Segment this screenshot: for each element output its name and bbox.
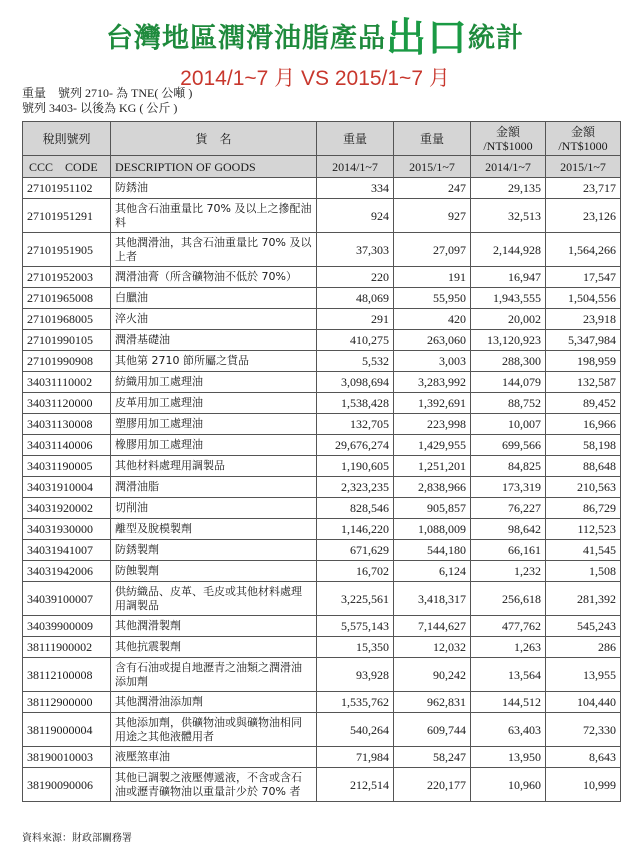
cell-w2015: 3,283,992 — [394, 372, 471, 393]
table-row — [23, 233, 621, 267]
cell-w2014: 410,275 — [317, 330, 394, 351]
cell-v2014: 13,564 — [471, 658, 546, 692]
cell-w2015: 12,032 — [394, 637, 471, 658]
cell-w2014: 3,225,561 — [317, 582, 394, 616]
cell-desc: 橡膠用加工處理油 — [111, 435, 317, 456]
cell-w2015: 962,831 — [394, 692, 471, 713]
subheader-value-2014: 2014/1~7 — [471, 156, 546, 178]
cell-w2015: 3,418,317 — [394, 582, 471, 616]
cell-v2014: 256,618 — [471, 582, 546, 616]
cell-v2014: 699,566 — [471, 435, 546, 456]
table-row — [23, 692, 621, 713]
cell-desc: 其他第 2710 節所屬之貨品 — [111, 351, 317, 372]
cell-v2015: 286 — [546, 637, 621, 658]
table-row — [23, 267, 621, 288]
table-row — [23, 414, 621, 435]
cell-code: 27101965008 — [23, 288, 111, 309]
cell-v2015: 23,717 — [546, 178, 621, 199]
cell-desc: 其他抗震製劑 — [111, 637, 317, 658]
cell-desc: 白臘油 — [111, 288, 317, 309]
cell-desc: 其他潤滑製劑 — [111, 616, 317, 637]
cell-code: 38111900002 — [23, 637, 111, 658]
cell-v2014: 63,403 — [471, 713, 546, 747]
cell-v2015: 1,508 — [546, 561, 621, 582]
cell-desc: 其他已調製之液壓傳遞液，不含或含石油或瀝青礦物油以重量計少於 70% 者 — [111, 768, 317, 802]
cell-v2015: 5,347,984 — [546, 330, 621, 351]
cell-v2014: 1,943,555 — [471, 288, 546, 309]
table-row — [23, 582, 621, 616]
cell-v2014: 76,227 — [471, 498, 546, 519]
cell-code: 34031910004 — [23, 477, 111, 498]
cell-w2014: 828,546 — [317, 498, 394, 519]
cell-desc: 紡織用加工處理油 — [111, 372, 317, 393]
cell-w2015: 1,251,201 — [394, 456, 471, 477]
cell-v2015: 8,643 — [546, 747, 621, 768]
table-row — [23, 309, 621, 330]
cell-w2015: 1,429,955 — [394, 435, 471, 456]
cell-w2015: 609,744 — [394, 713, 471, 747]
cell-v2015: 1,504,556 — [546, 288, 621, 309]
cell-v2015: 210,563 — [546, 477, 621, 498]
cell-v2014: 144,079 — [471, 372, 546, 393]
cell-code: 38190010003 — [23, 747, 111, 768]
cell-code: 27101990105 — [23, 330, 111, 351]
cell-w2015: 223,998 — [394, 414, 471, 435]
cell-v2014: 16,947 — [471, 267, 546, 288]
cell-v2014: 2,144,928 — [471, 233, 546, 267]
cell-code: 38112900000 — [23, 692, 111, 713]
cell-w2014: 334 — [317, 178, 394, 199]
cell-v2015: 13,955 — [546, 658, 621, 692]
cell-desc: 其他潤滑油添加劑 — [111, 692, 317, 713]
cell-code: 34039100007 — [23, 582, 111, 616]
cell-code: 27101968005 — [23, 309, 111, 330]
cell-desc: 其他潤滑油，其含石油重量比 70% 及以上者 — [111, 233, 317, 267]
table-row — [23, 288, 621, 309]
cell-code: 34031140006 — [23, 435, 111, 456]
cell-code: 27101951102 — [23, 178, 111, 199]
cell-desc: 其他添加劑，供礦物油或與礦物油相同用途之其他液體用者 — [111, 713, 317, 747]
cell-v2015: 10,999 — [546, 768, 621, 802]
cell-w2014: 1,146,220 — [317, 519, 394, 540]
cell-code: 34031190005 — [23, 456, 111, 477]
cell-v2014: 32,513 — [471, 199, 546, 233]
cell-v2014: 29,135 — [471, 178, 546, 199]
table-row — [23, 351, 621, 372]
table-row — [23, 435, 621, 456]
cell-w2015: 6,124 — [394, 561, 471, 582]
cell-v2014: 1,263 — [471, 637, 546, 658]
cell-v2014: 477,762 — [471, 616, 546, 637]
cell-v2015: 545,243 — [546, 616, 621, 637]
cell-code: 34031110002 — [23, 372, 111, 393]
table-row — [23, 747, 621, 768]
subheader-value-2015: 2015/1~7 — [546, 156, 621, 178]
cell-code: 34031930000 — [23, 519, 111, 540]
table-row — [23, 477, 621, 498]
cell-w2015: 191 — [394, 267, 471, 288]
cell-w2014: 671,629 — [317, 540, 394, 561]
title-part1: 台灣地區潤滑油脂產品 — [106, 23, 386, 54]
cell-v2014: 144,512 — [471, 692, 546, 713]
cell-w2014: 1,190,605 — [317, 456, 394, 477]
cell-w2015: 27,097 — [394, 233, 471, 267]
cell-desc: 離型及脫模製劑 — [111, 519, 317, 540]
cell-w2015: 58,247 — [394, 747, 471, 768]
table-row — [23, 616, 621, 637]
data-source: 資料來源：財政部關務署 — [22, 833, 132, 844]
table-row — [23, 498, 621, 519]
cell-code: 27101951905 — [23, 233, 111, 267]
cell-v2015: 281,392 — [546, 582, 621, 616]
cell-w2014: 29,676,274 — [317, 435, 394, 456]
cell-desc: 其他含石油重量比 70% 及以上之摻配油料 — [111, 199, 317, 233]
cell-desc: 供紡織品、皮革、毛皮或其他材料處理用調製品 — [111, 582, 317, 616]
table-row — [23, 330, 621, 351]
table-row — [23, 658, 621, 692]
cell-w2014: 15,350 — [317, 637, 394, 658]
cell-v2015: 198,959 — [546, 351, 621, 372]
cell-v2014: 173,319 — [471, 477, 546, 498]
table-row — [23, 519, 621, 540]
cell-w2015: 220,177 — [394, 768, 471, 802]
cell-w2014: 71,984 — [317, 747, 394, 768]
cell-code: 34031130008 — [23, 414, 111, 435]
cell-w2014: 1,538,428 — [317, 393, 394, 414]
cell-w2014: 48,069 — [317, 288, 394, 309]
cell-code: 27101990908 — [23, 351, 111, 372]
cell-code: 38112100008 — [23, 658, 111, 692]
cell-desc: 含有石油或提自地瀝青之油類之潤滑油添加劑 — [111, 658, 317, 692]
page-title — [0, 6, 630, 63]
cell-w2015: 927 — [394, 199, 471, 233]
cell-desc: 塑膠用加工處理油 — [111, 414, 317, 435]
cell-code: 38119000004 — [23, 713, 111, 747]
cell-w2014: 212,514 — [317, 768, 394, 802]
title-part3: 統計 — [468, 23, 524, 54]
cell-w2014: 924 — [317, 199, 394, 233]
export-statistics-table — [22, 121, 621, 802]
subheader-code: CCC CODE — [23, 156, 111, 178]
subheader-weight-2014: 2014/1~7 — [317, 156, 394, 178]
cell-desc: 防銹製劑 — [111, 540, 317, 561]
cell-v2015: 72,330 — [546, 713, 621, 747]
table-row — [23, 199, 621, 233]
cell-w2014: 132,705 — [317, 414, 394, 435]
table-row — [23, 372, 621, 393]
table-row — [23, 768, 621, 802]
cell-code: 27101952003 — [23, 267, 111, 288]
cell-w2014: 2,323,235 — [317, 477, 394, 498]
table-row — [23, 637, 621, 658]
header-weight-2014: 重量 — [317, 122, 394, 156]
cell-w2014: 5,532 — [317, 351, 394, 372]
header-code: 稅則號列 — [23, 122, 111, 156]
cell-code: 27101951291 — [23, 199, 111, 233]
cell-w2015: 1,392,691 — [394, 393, 471, 414]
cell-w2015: 2,838,966 — [394, 477, 471, 498]
table-row — [23, 561, 621, 582]
cell-code: 38190090006 — [23, 768, 111, 802]
cell-desc: 防蝕製劑 — [111, 561, 317, 582]
cell-v2015: 89,452 — [546, 393, 621, 414]
cell-desc: 防銹油 — [111, 178, 317, 199]
cell-w2015: 7,144,627 — [394, 616, 471, 637]
cell-v2015: 16,966 — [546, 414, 621, 435]
cell-w2014: 540,264 — [317, 713, 394, 747]
cell-w2015: 3,003 — [394, 351, 471, 372]
cell-desc: 淬火油 — [111, 309, 317, 330]
cell-v2014: 10,007 — [471, 414, 546, 435]
cell-v2015: 23,918 — [546, 309, 621, 330]
cell-v2015: 17,547 — [546, 267, 621, 288]
cell-w2014: 16,702 — [317, 561, 394, 582]
header-description: 貨 名 — [111, 122, 317, 156]
header-value-2014: 金額 /NT$1000 — [471, 122, 546, 156]
cell-w2015: 905,857 — [394, 498, 471, 519]
cell-v2015: 86,729 — [546, 498, 621, 519]
cell-v2014: 66,161 — [471, 540, 546, 561]
header-weight-2015: 重量 — [394, 122, 471, 156]
table-row — [23, 456, 621, 477]
cell-v2015: 23,126 — [546, 199, 621, 233]
cell-v2014: 13,950 — [471, 747, 546, 768]
title-part2: 出口 — [386, 15, 468, 61]
cell-w2014: 93,928 — [317, 658, 394, 692]
cell-desc: 潤滑基礎油 — [111, 330, 317, 351]
cell-code: 34031941007 — [23, 540, 111, 561]
page-subtitle: 2014/1~7 月 VS 2015/1~7 月 — [180, 67, 450, 90]
cell-w2015: 420 — [394, 309, 471, 330]
table-header-row — [23, 122, 621, 156]
cell-v2015: 104,440 — [546, 692, 621, 713]
cell-v2015: 58,198 — [546, 435, 621, 456]
cell-desc: 潤滑油脂 — [111, 477, 317, 498]
cell-code: 34039900009 — [23, 616, 111, 637]
cell-desc: 切削油 — [111, 498, 317, 519]
cell-desc: 皮革用加工處理油 — [111, 393, 317, 414]
cell-w2015: 544,180 — [394, 540, 471, 561]
cell-w2014: 1,535,762 — [317, 692, 394, 713]
cell-v2015: 112,523 — [546, 519, 621, 540]
cell-v2014: 10,960 — [471, 768, 546, 802]
unit-note-weight: 重量 號列 2710- 為 TNE( 公噸 ) — [22, 86, 193, 100]
cell-w2014: 291 — [317, 309, 394, 330]
cell-v2015: 132,587 — [546, 372, 621, 393]
cell-code: 34031120000 — [23, 393, 111, 414]
cell-v2014: 13,120,923 — [471, 330, 546, 351]
cell-v2014: 1,232 — [471, 561, 546, 582]
cell-v2015: 1,564,266 — [546, 233, 621, 267]
table-row — [23, 540, 621, 561]
cell-desc: 潤滑油膏（所含礦物油不低於 70%） — [111, 267, 317, 288]
cell-v2014: 88,752 — [471, 393, 546, 414]
cell-v2014: 288,300 — [471, 351, 546, 372]
cell-w2015: 1,088,009 — [394, 519, 471, 540]
cell-v2014: 84,825 — [471, 456, 546, 477]
cell-desc: 液壓煞車油 — [111, 747, 317, 768]
header-value-2015: 金額 /NT$1000 — [546, 122, 621, 156]
table-row — [23, 178, 621, 199]
table-row — [23, 713, 621, 747]
cell-v2015: 41,545 — [546, 540, 621, 561]
cell-code: 34031942006 — [23, 561, 111, 582]
cell-w2014: 220 — [317, 267, 394, 288]
cell-w2015: 247 — [394, 178, 471, 199]
cell-w2015: 55,950 — [394, 288, 471, 309]
cell-w2014: 37,303 — [317, 233, 394, 267]
table-row — [23, 393, 621, 414]
subheader-description: DESCRIPTION OF GOODS — [111, 156, 317, 178]
cell-v2014: 98,642 — [471, 519, 546, 540]
cell-v2014: 20,002 — [471, 309, 546, 330]
cell-w2014: 3,098,694 — [317, 372, 394, 393]
unit-note-kg: 號列 3403- 以後為 KG ( 公斤 ) — [22, 101, 178, 115]
table-subheader-row — [23, 156, 621, 178]
cell-desc: 其他材料處理用調製品 — [111, 456, 317, 477]
subheader-weight-2015: 2015/1~7 — [394, 156, 471, 178]
cell-code: 34031920002 — [23, 498, 111, 519]
cell-w2015: 90,242 — [394, 658, 471, 692]
cell-w2014: 5,575,143 — [317, 616, 394, 637]
cell-w2015: 263,060 — [394, 330, 471, 351]
cell-v2015: 88,648 — [546, 456, 621, 477]
